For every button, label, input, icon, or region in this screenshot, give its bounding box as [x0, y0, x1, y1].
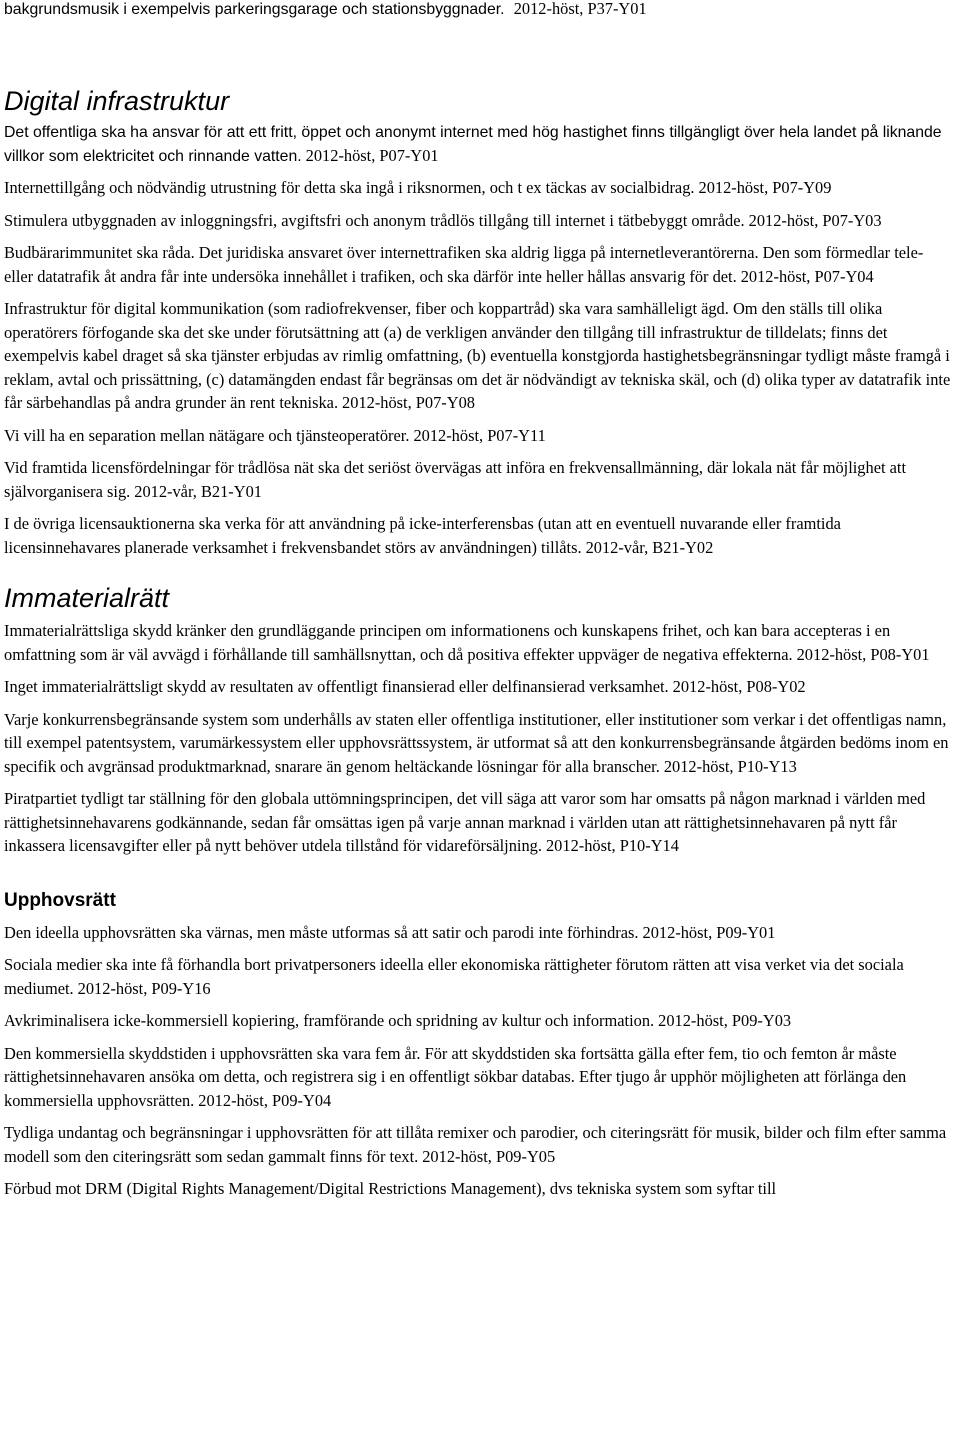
decision-reference: 2012-höst, P07-Y03	[748, 210, 882, 230]
decision-reference: 2012-vår, B21-Y02	[585, 537, 714, 557]
paragraph	[4, 922, 956, 946]
paragraph-text: I de övriga licensauktionerna ska verka för att användning på icke-interferensbas (utan att en eventuell nuvarande eller framtida licensinnehavares planerade verksamhet i frekvensbandet störs av användningen) tillåts.	[4, 514, 841, 557]
paragraph	[4, 1178, 956, 1202]
paragraph-text: Budbärarimmunitet ska råda. Det juridiska ansvaret över internettrafiken ska aldrig ligga på internetleverantörerna. Den som förmedlar tele- eller datatrafik åt andra får inte undersöka innehållet i trafiken, och ska därför inte heller hållas ansvarig för det.	[4, 243, 924, 286]
paragraph-text: Infrastruktur för digital kommunikation (som radiofrekvenser, fiber och koppartråd) ska vara samhälleligt ägd. Om den ställs till olika operatörers förfogande ska det ske under förutsättning att (a) de verkligen använder den tillgång till infrastruktur de tilldelats; finns det exempelvis kabel draget så ska tjänster erbjudas av rimlig omfattning, (b) eventuella konstgjorda hastighetsbegränsningar tydligt måste framgå i reklam, avtal och prissättning, (c) datamängden endast får begränsas om det är nödvändigt av tekniska skäl, och (d) olika typer av datatrafik inte får särbehandlas på andra grunder än rent tekniska.	[4, 299, 951, 412]
paragraph	[4, 210, 956, 234]
decision-reference: 2012-höst, P09-Y05	[422, 1146, 556, 1166]
paragraph	[4, 122, 956, 168]
paragraph-text: Stimulera utbyggnaden av inloggningsfri, avgiftsfri och anonym trådlös tillgång till internet i tätbebyggt område.	[4, 210, 745, 230]
paragraph-text: Avkriminalisera icke-kommersiell kopiering, framförande och spridning av kultur och information.	[4, 1011, 655, 1030]
decision-reference: 2012-höst, P09-Y16	[77, 978, 211, 998]
paragraph-text: Sociala medier ska inte få förhandla bort privatpersoners ideella eller ekonomiska rättigheter förutom rätten att visa verket via det sociala mediumet.	[4, 955, 904, 998]
paragraph	[4, 620, 956, 667]
paragraph	[4, 298, 956, 416]
decision-reference: 2012-vår, B21-Y01	[134, 481, 262, 501]
paragraph-text: Det offentliga ska ha ansvar för att ett fritt, öppet och anonymt internet med hög hastighet finns tillgängligt över hela landet på liknande villkor som elektricitet och rinnande vatten.	[4, 124, 942, 165]
decision-reference: 2012-höst, P09-Y03	[658, 1011, 792, 1030]
section-heading-upphovsratt: Upphovsrätt	[4, 889, 116, 911]
paragraph-text: Internettillgång och nödvändig utrustning för detta ska ingå i riksnormen, och t ex täckas av socialbidrag.	[4, 178, 695, 197]
decision-reference: 2012-höst, P08-Y01	[796, 644, 930, 664]
paragraph-text: Förbud mot DRM (Digital Rights Management/Digital Restrictions Management), dvs tekniska system som syftar till	[4, 1179, 777, 1198]
paragraph-text: Piratpartiet tydligt tar ställning för den globala uttömningsprincipen, det vill säga att varor som har omsatts på någon marknad i världen med rättighetsinnehavarens godkännande, sedan får omsättas igen på varje annan marknad i världen utan att rättighetsinnehavaren på nytt får inkassera licensavgifter eller på nytt behöver utdela tillstånd för vidareförsäljning.	[4, 789, 926, 855]
paragraph	[4, 425, 956, 449]
paragraph-text: Den kommersiella skyddstiden i upphovsrätten ska vara fem år. För att skyddstiden ska fortsätta gälla efter fem, tio och femton år måste rättighetsinnehavaren ansöka om detta, och registrera sig i en offentligt sökbar databas. Efter tjugo år upphör möjligheten att förlänga den kommersiella upphovsrätten.	[4, 1043, 907, 1110]
decision-reference: 2012-höst, P37-Y01	[513, 0, 647, 18]
paragraph	[4, 1043, 956, 1114]
decision-reference: 2012-höst, P07-Y08	[342, 393, 475, 412]
section-heading-immaterialratt: Immaterialrätt	[4, 583, 170, 613]
paragraph-text: Tydliga undantag och begränsningar i upphovsrätten för att tillåta remixer och parodier, och citeringsrätt för musik, bilder och film efter samma modell som den citeringsrätt som sedan gammalt finns för text.	[4, 1123, 947, 1166]
paragraph	[4, 709, 956, 780]
continued-paragraph	[4, 0, 956, 21]
decision-reference: 2012-höst, P07-Y04	[740, 266, 874, 286]
decision-reference: 2012-höst, P08-Y02	[672, 677, 806, 696]
paragraph	[4, 513, 956, 560]
paragraph	[4, 177, 956, 201]
paragraph-text: Vi vill ha en separation mellan nätägare och tjänsteoperatörer.	[4, 425, 410, 445]
paragraph-text: Vid framtida licensfördelningar för trådlösa nät ska det seriöst övervägas att införa en frekvensallmänning, där lokala nät får möjlighet att självorganisera sig.	[4, 458, 907, 501]
decision-reference: 2012-höst, P07-Y09	[698, 178, 832, 197]
decision-reference: 2012-höst, P07-Y11	[413, 425, 546, 445]
paragraph	[4, 676, 956, 700]
paragraph-text: Den ideella upphovsrätten ska värnas, men måste utformas så att satir och parodi inte förhindras.	[4, 922, 639, 942]
paragraph	[4, 954, 956, 1001]
paragraph-text: Inget immaterialrättsligt skydd av resultaten av offentligt finansierad eller delfinansierad verksamhet.	[4, 677, 669, 696]
decision-reference: 2012-höst, P10-Y14	[545, 836, 679, 855]
document-page	[4, 0, 956, 1202]
paragraph	[4, 1122, 956, 1169]
decision-reference: 2012-höst, P09-Y01	[642, 922, 776, 942]
paragraph-text: Immaterialrättsliga skydd kränker den grundläggande principen om informationens och kunskapens frihet, och kan bara accepteras i en omfattning som är väl avvägd i förhållande till samhällsnyttan, och då positiva effekter uppväger de negativa effekterna.	[4, 621, 891, 664]
paragraph	[4, 788, 956, 859]
paragraph	[4, 1010, 956, 1034]
decision-reference: 2012-höst, P07-Y01	[305, 145, 439, 165]
paragraph-text: bakgrundsmusik i exempelvis parkeringsgarage och stationsbyggnader.	[4, 1, 505, 18]
section-heading-digital-infrastruktur: Digital infrastruktur	[4, 86, 230, 116]
decision-reference: 2012-höst, P10-Y13	[663, 756, 797, 776]
paragraph	[4, 457, 956, 504]
paragraph	[4, 242, 956, 289]
decision-reference: 2012-höst, P09-Y04	[198, 1090, 332, 1110]
paragraph-text: Varje konkurrensbegränsande system som underhålls av staten eller offentliga institutioner, eller institutioner som verkar i det offentligas namn, till exempel patentsystem, varumärkessystem eller upphovsrättssystem, är utformat så att den konkurrensbegränsande åtgärden bedöms inom en specifik och avgränsad produktmarknad, snarare än genom heltäckande lösningar för alla branscher.	[4, 709, 949, 776]
